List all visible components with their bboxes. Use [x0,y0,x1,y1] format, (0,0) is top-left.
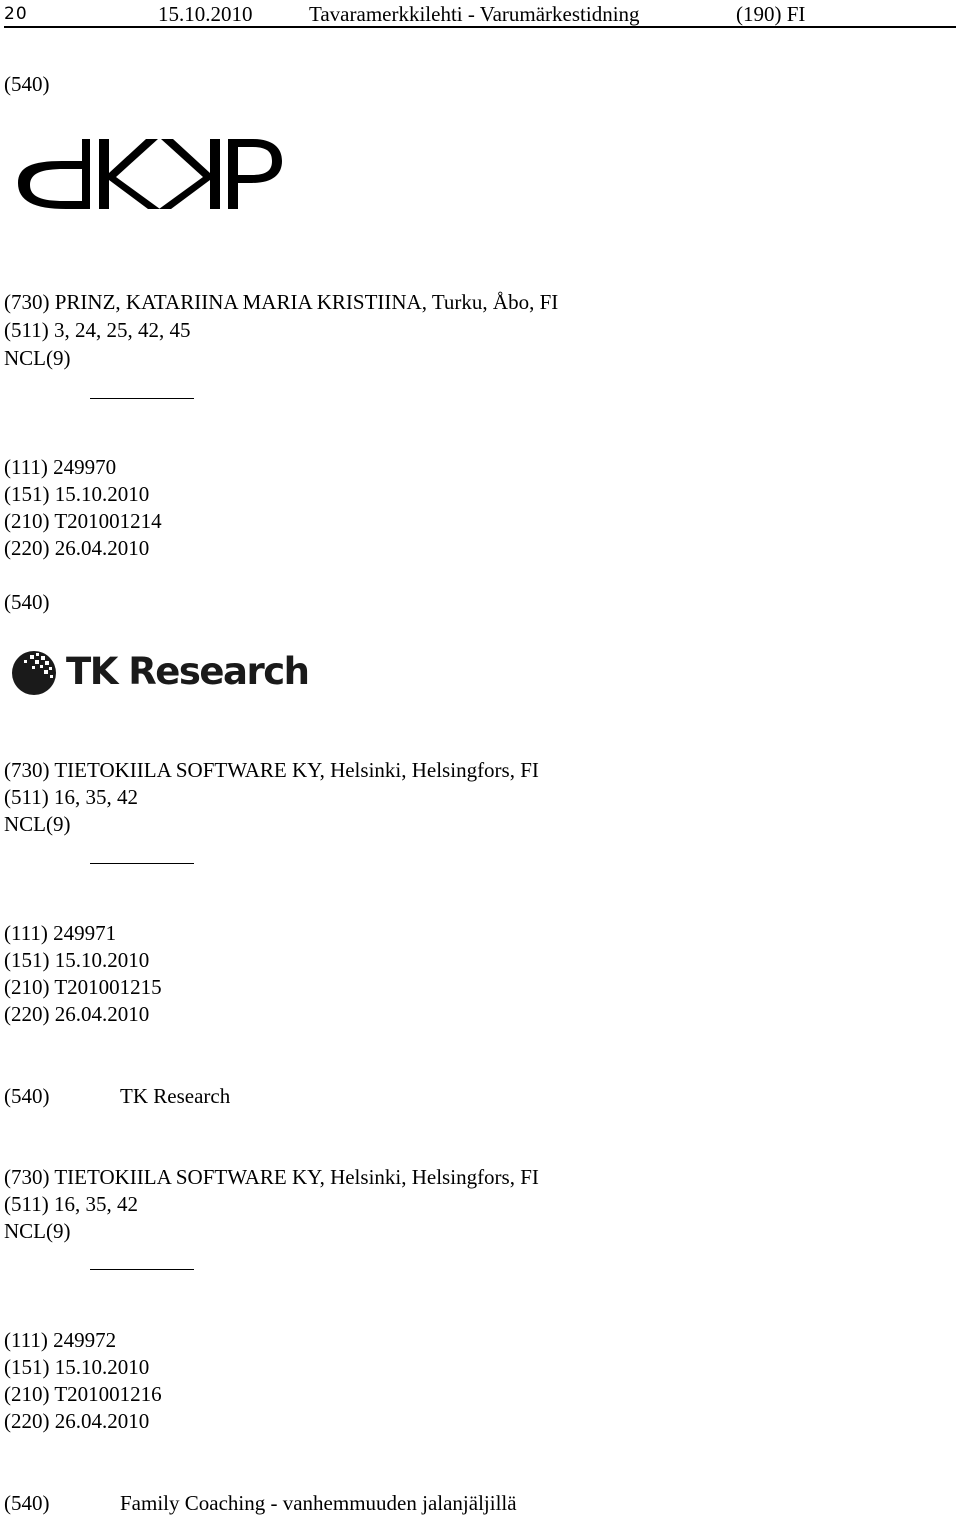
entry1-mark-code: (540) [4,72,50,96]
entry-separator [90,863,194,864]
entry3-app-no: (210) T201001215 [4,975,162,999]
entry4-app-no: (210) T201001216 [4,1382,162,1406]
entry-separator [90,1269,194,1270]
entry4-app-date: (220) 26.04.2010 [4,1409,150,1433]
entry3-owner: (730) TIETOKIILA SOFTWARE KY, Helsinki, Helsingfors, FI [4,1165,539,1189]
entry2-reg: (111) 249970 [4,455,117,479]
entry1-owner: (730) PRINZ, KATARIINA MARIA KRISTIINA, Turku, Åbo, FI [4,290,559,314]
page-number: 20 [4,4,28,24]
entry4-mark-code: (540) [4,1491,50,1515]
entry2-reg-date: (151) 15.10.2010 [4,482,150,506]
entry-separator [90,398,194,399]
tk-research-logo [10,648,310,698]
header-code: (190) FI [736,2,806,26]
entry3-reg-date: (151) 15.10.2010 [4,948,150,972]
entry1-classes: (511) 3, 24, 25, 42, 45 [4,318,191,342]
header-date: 15.10.2010 [158,2,253,26]
entry2-app-date: (220) 26.04.2010 [4,536,150,560]
entry4-reg: (111) 249972 [4,1328,117,1352]
globe-icon [10,648,60,698]
entry1-ncl: NCL(9) [4,346,71,370]
page-header [0,2,960,26]
tk-research-wordmark: TK Research [66,650,309,693]
entry4-mark-text: Family Coaching - vanhemmuuden jalanjäljillä [120,1491,517,1515]
dkkp-logo [4,125,286,233]
entry4-reg-date: (151) 15.10.2010 [4,1355,150,1379]
entry2-app-no: (210) T201001214 [4,509,162,533]
entry2-mark-code: (540) [4,590,50,614]
entry3-mark-code: (540) [4,1084,50,1108]
entry2-ncl: NCL(9) [4,812,71,836]
entry3-ncl: NCL(9) [4,1219,71,1243]
entry3-reg: (111) 249971 [4,921,117,945]
entry3-mark-text: TK Research [120,1084,231,1108]
header-rule [4,26,956,28]
entry3-classes: (511) 16, 35, 42 [4,1192,138,1216]
entry2-owner: (730) TIETOKIILA SOFTWARE KY, Helsinki, Helsingfors, FI [4,758,539,782]
entry3-app-date: (220) 26.04.2010 [4,1002,150,1026]
header-publication: Tavaramerkkilehti - Varumärkestidning [309,2,640,26]
entry2-classes: (511) 16, 35, 42 [4,785,138,809]
